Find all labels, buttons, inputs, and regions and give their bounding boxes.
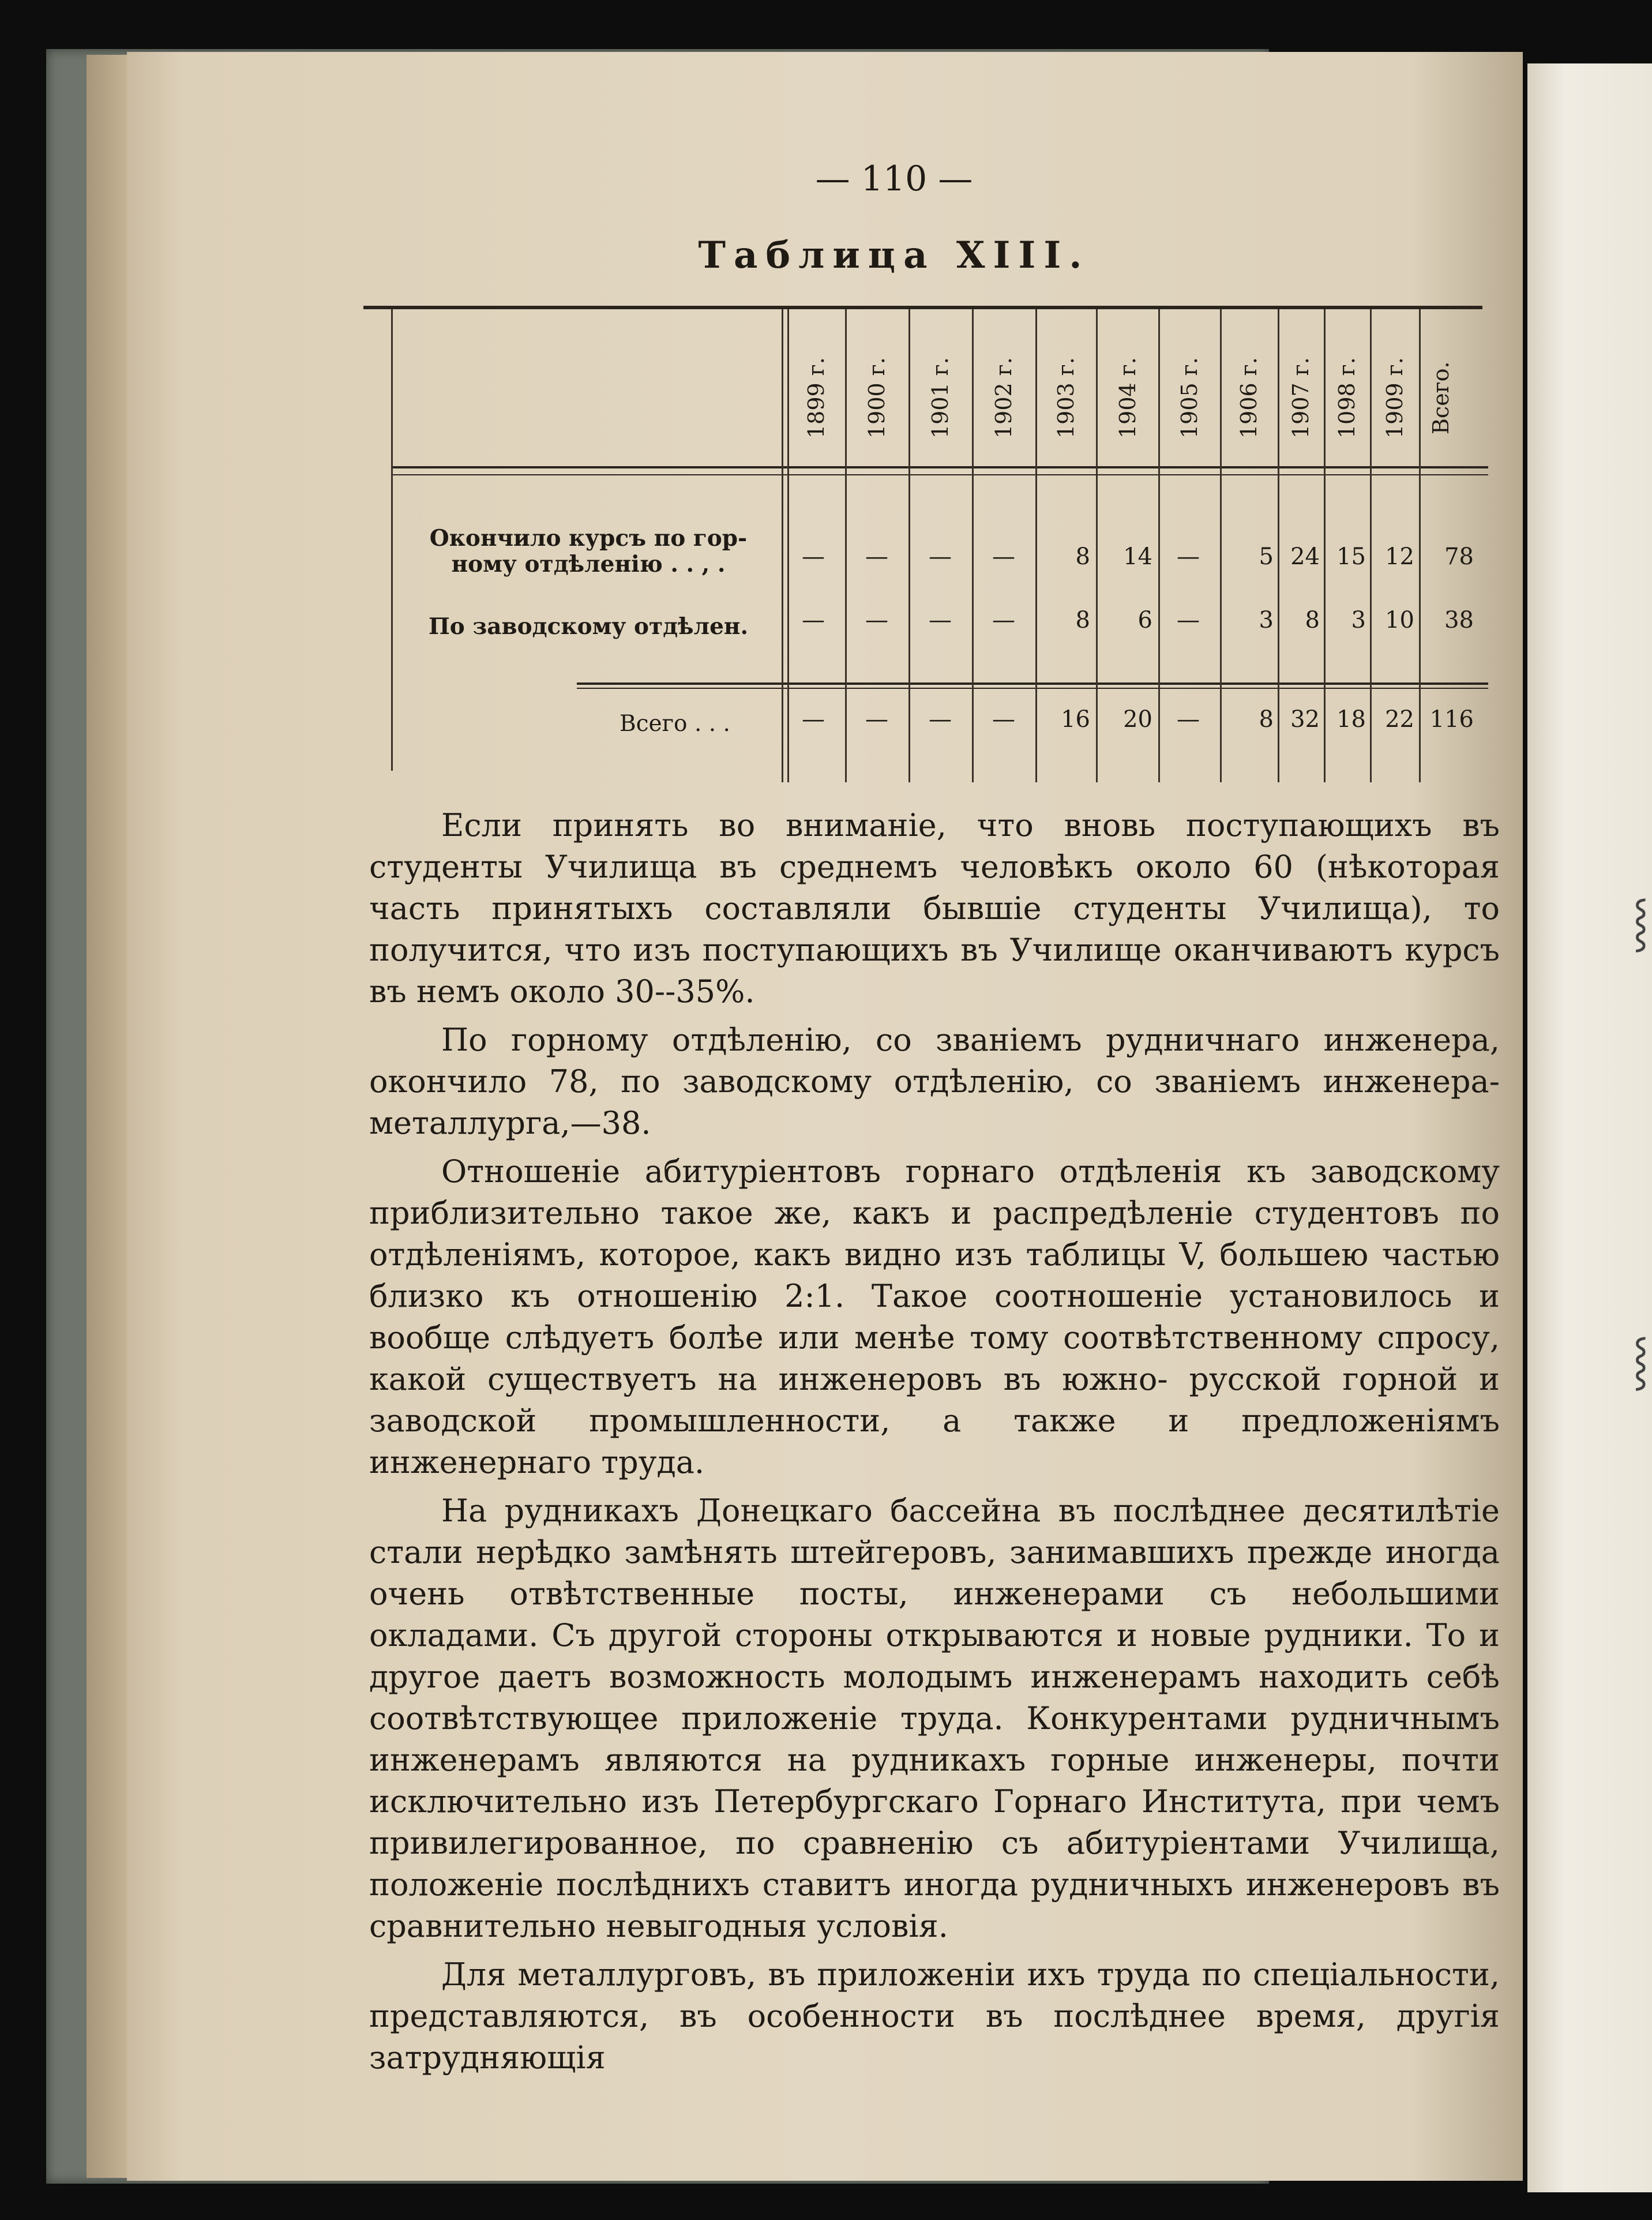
table-cell: — xyxy=(802,607,825,633)
year-header: 1907 г. xyxy=(1288,357,1313,439)
table-cell: 3 xyxy=(1351,607,1366,633)
table-top-rule xyxy=(363,306,1482,309)
table-cell: — xyxy=(929,543,952,570)
table-cell: — xyxy=(992,706,1015,733)
table-col-divider xyxy=(845,309,847,782)
year-header: 1098 г. xyxy=(1334,357,1360,439)
year-header: 1905 г. xyxy=(1177,357,1202,439)
table-cell: 22 xyxy=(1385,706,1414,733)
facing-page-mark: ⸾ xyxy=(1632,895,1649,948)
page-number: — 110 — xyxy=(815,159,973,199)
row-label-total: Всего . . . xyxy=(620,711,730,737)
table-cell: 8 xyxy=(1259,706,1274,733)
paragraph: По горному отдѣленію, со званіемъ рудничнаго инженера, окончило 78, по заводскому отдѣленію, со званіемъ инженера-металлурга,—38. xyxy=(369,1022,1500,1141)
table-cell: 8 xyxy=(1305,607,1320,633)
table-col-divider xyxy=(1096,309,1098,782)
table-cell: 3 xyxy=(1259,607,1274,633)
paragraph: Для металлурговъ, въ приложеніи ихъ труда по спеціальности, представляются, въ особенности въ послѣднее время, другія затрудняющія xyxy=(369,1956,1500,2076)
table-cell: 32 xyxy=(1290,706,1320,733)
year-header: 1902 г. xyxy=(991,357,1016,439)
year-header-total: Всего. xyxy=(1428,361,1454,435)
table-label-divider xyxy=(782,309,783,782)
table-left-border xyxy=(391,309,393,771)
table-cell: — xyxy=(1177,706,1200,733)
table-total-rule-2 xyxy=(577,688,1488,689)
table-cell: 5 xyxy=(1259,543,1274,570)
year-header: 1899 г. xyxy=(804,357,829,439)
table-cell: — xyxy=(802,543,825,570)
table-cell: 8 xyxy=(1075,607,1090,633)
table-cell: — xyxy=(992,607,1015,633)
paragraph: На рудникахъ Донецкаго бассейна въ послѣднее десятилѣтіе стали нерѣдко замѣнять штейгеровъ, занимавшихъ прежде иногда очень отвѣтственные посты, инженерами съ небольшими окладами. Съ другой стороны открываются и новые рудники. То и другое даетъ возможность молодымъ инженерамъ находить себѣ соотвѣтствующее приложеніе труда. Конкурентами рудничнымъ инженерамъ являются на рудникахъ горные инженеры, почти исключительно изъ Петербургскаго Горнаго Института, при чемъ привилегированное, по сравненію съ абитуріентами Училища, положеніе послѣднихъ ставитъ иногда рудничныхъ инженеровъ въ сравнительно невыгодныя условія. xyxy=(369,1492,1500,1944)
year-header: 1909 г. xyxy=(1382,357,1407,439)
table-cell: 38 xyxy=(1444,607,1474,633)
year-header: 1901 г. xyxy=(928,357,953,439)
body-text xyxy=(369,805,1500,2079)
table-col-divider xyxy=(908,309,910,782)
table-cell: 78 xyxy=(1444,543,1474,570)
table-cell: — xyxy=(865,543,888,570)
table-col-divider xyxy=(1158,309,1160,782)
year-header: 1900 г. xyxy=(864,357,889,439)
table-cell: 116 xyxy=(1429,706,1474,733)
table-cell: 16 xyxy=(1061,706,1090,733)
table-cell: 24 xyxy=(1290,543,1320,570)
table-cell: 14 xyxy=(1123,543,1152,570)
table-cell: 18 xyxy=(1336,706,1366,733)
year-header: 1906 г. xyxy=(1236,357,1261,439)
facing-page-mark: ⸾ xyxy=(1632,1333,1649,1387)
table-cell: 6 xyxy=(1137,607,1152,633)
year-header: 1903 г. xyxy=(1053,357,1079,439)
table-cell: 8 xyxy=(1075,543,1090,570)
paragraph: Отношеніе абитуріентовъ горнаго отдѣленія къ заводскому приблизительно такое же, какъ и распредѣленіе студентовъ по отдѣленіямъ, которое, какъ видно изъ таблицы V, большею частью близко къ отношенію 2:1. Такое соотношеніе установилось и вообще слѣдуетъ болѣе или менѣе тому соотвѣтственному спросу, какой существуетъ на инженеровъ въ южно- русской горной и заводской промышленности, а также и предложеніямъ инженернаго труда. xyxy=(369,1153,1500,1480)
row-label-mining-line2: ному отдѣленію . . , . xyxy=(451,551,726,578)
table-cell: — xyxy=(1177,607,1200,633)
table-cell: — xyxy=(1177,543,1200,570)
row-label-mining-line1: Окончило курсъ по гор- xyxy=(429,525,748,552)
paragraph: Если принять во вниманіе, что вновь поступающихъ въ студенты Училища въ среднемъ человѣкъ около 60 (нѣкоторая часть принятыхъ составляли бывшіе студенты Училища), то получится, что изъ поступающихъ въ Училище оканчиваютъ курсъ въ немъ около 30--35%. xyxy=(369,807,1500,1010)
row-label-metallurgy: По заводскому отдѣлен. xyxy=(428,613,749,640)
table-cell: — xyxy=(865,706,888,733)
facing-page-edge xyxy=(1527,63,1652,2192)
table-title: Таблица XIII. xyxy=(698,234,1090,277)
table-col-divider xyxy=(972,309,974,782)
table-cell: 20 xyxy=(1123,706,1152,733)
year-header: 1904 г. xyxy=(1115,357,1140,439)
table-cell: — xyxy=(865,607,888,633)
table-cell: — xyxy=(929,706,952,733)
table-cell: 10 xyxy=(1385,607,1414,633)
table-cell: — xyxy=(992,543,1015,570)
table-cell: 12 xyxy=(1385,543,1414,570)
table-cell: 15 xyxy=(1336,543,1366,570)
table-cell: — xyxy=(929,607,952,633)
table-cell: — xyxy=(802,706,825,733)
table-col-divider xyxy=(1035,309,1037,782)
table-total-rule xyxy=(577,682,1488,685)
